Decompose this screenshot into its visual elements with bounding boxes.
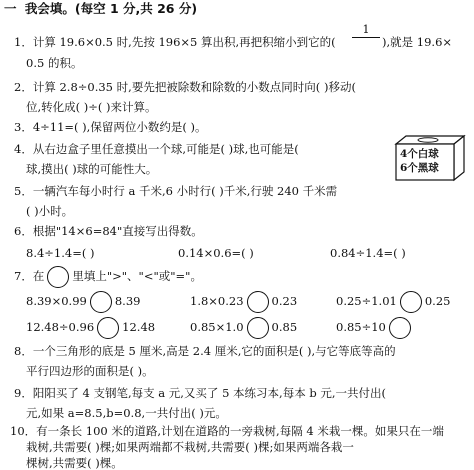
q6-title: 6．根据"14×6=84"直接写出得数。 bbox=[14, 224, 203, 238]
q7-r1-c2: 1.8×0.23 0.23 bbox=[190, 290, 297, 313]
box-label-black: 6个黑球 bbox=[400, 162, 439, 174]
compare-blank[interactable] bbox=[400, 291, 422, 313]
q10-line1: 10．有一条长 100 米的道路,计划在道路的一旁栽树,每隔 4 米栽一棵。如果只在一端 bbox=[10, 424, 444, 438]
section-title: 我会填。(每空 1 分,共 26 分) bbox=[24, 1, 198, 16]
q7-r1-c3: 0.25÷1.01 0.25 bbox=[336, 290, 450, 313]
compare-circle-icon bbox=[47, 266, 69, 288]
q7-r2-c3: 0.85÷10 bbox=[336, 316, 414, 339]
q7-title: 7．在 里填上">"、"<"或"="。 bbox=[14, 265, 202, 288]
q10-line2: 栽树,共需要( )棵;如果两端都不栽树,共需要( )棵;如果两端各栽一 bbox=[26, 440, 354, 454]
q5-line2: ( )小时。 bbox=[26, 204, 74, 218]
box-label-white: 4个白球 bbox=[400, 148, 439, 160]
q4-line2: 球,摸出( )球的可能性大。 bbox=[26, 162, 158, 176]
q1-line1: 1．计算 19.6×0.5 时,先按 196×5 算出积,再把积缩小到它的( bbox=[14, 35, 336, 49]
q6-item-2: 0.14×0.6=( ) bbox=[178, 246, 254, 260]
q8-line1: 8．一个三角形的底是 5 厘米,高是 2.4 厘米,它的面积是( ),与它等底等高的 bbox=[14, 344, 396, 358]
q2-line1: 2．计算 2.8÷0.35 时,要先把被除数和除数的小数点同时向( )移动( bbox=[14, 80, 356, 94]
q1-fraction bbox=[352, 24, 380, 54]
q7-r1-c1: 8.39×0.99 8.39 bbox=[26, 290, 140, 313]
section-header bbox=[4, 2, 197, 16]
q9-line1: 9．阳阳买了 4 支钢笔,每支 a 元,又买了 5 本练习本,每本 b 元,一共付出( bbox=[14, 386, 387, 400]
compare-blank[interactable] bbox=[247, 317, 269, 339]
q10-line3: 棵树,共需要( )棵。 bbox=[26, 456, 123, 470]
q7-r2-c2: 0.85×1.0 0.85 bbox=[190, 316, 297, 339]
compare-blank[interactable] bbox=[247, 291, 269, 313]
q6-item-1: 8.4÷1.4=( ) bbox=[26, 246, 95, 260]
q2-line2: 位,转化成( )÷( )来计算。 bbox=[26, 100, 157, 114]
compare-blank[interactable] bbox=[389, 317, 411, 339]
section-mark: 一 bbox=[4, 1, 17, 16]
q4-line1: 4．从右边盒子里任意摸出一个球,可能是( )球,也可能是( bbox=[14, 142, 299, 156]
q8-line2: 平行四边形的面积是( )。 bbox=[26, 364, 154, 378]
q1-frac-num: 1 bbox=[362, 23, 370, 36]
compare-blank[interactable] bbox=[97, 317, 119, 339]
q1-frac-bar bbox=[352, 37, 380, 54]
q7-r2-c1: 12.48÷0.96 12.48 bbox=[26, 316, 155, 339]
compare-blank[interactable] bbox=[90, 291, 112, 313]
q3-line: 3．4÷11=( ),保留两位小数约是( )。 bbox=[14, 120, 207, 134]
q9-line2: 元,如果 a=8.5,b=0.8,一共付出( )元。 bbox=[26, 406, 227, 420]
q1-line2: 0.5 的积。 bbox=[26, 56, 83, 70]
q6-item-3: 0.84÷1.4=( ) bbox=[330, 246, 406, 260]
q5-line1: 5．一辆汽车每小时行 a 千米,6 小时行( )千米,行驶 240 千米需 bbox=[14, 184, 338, 198]
q1-line1b: ),就是 19.6× bbox=[382, 35, 453, 49]
